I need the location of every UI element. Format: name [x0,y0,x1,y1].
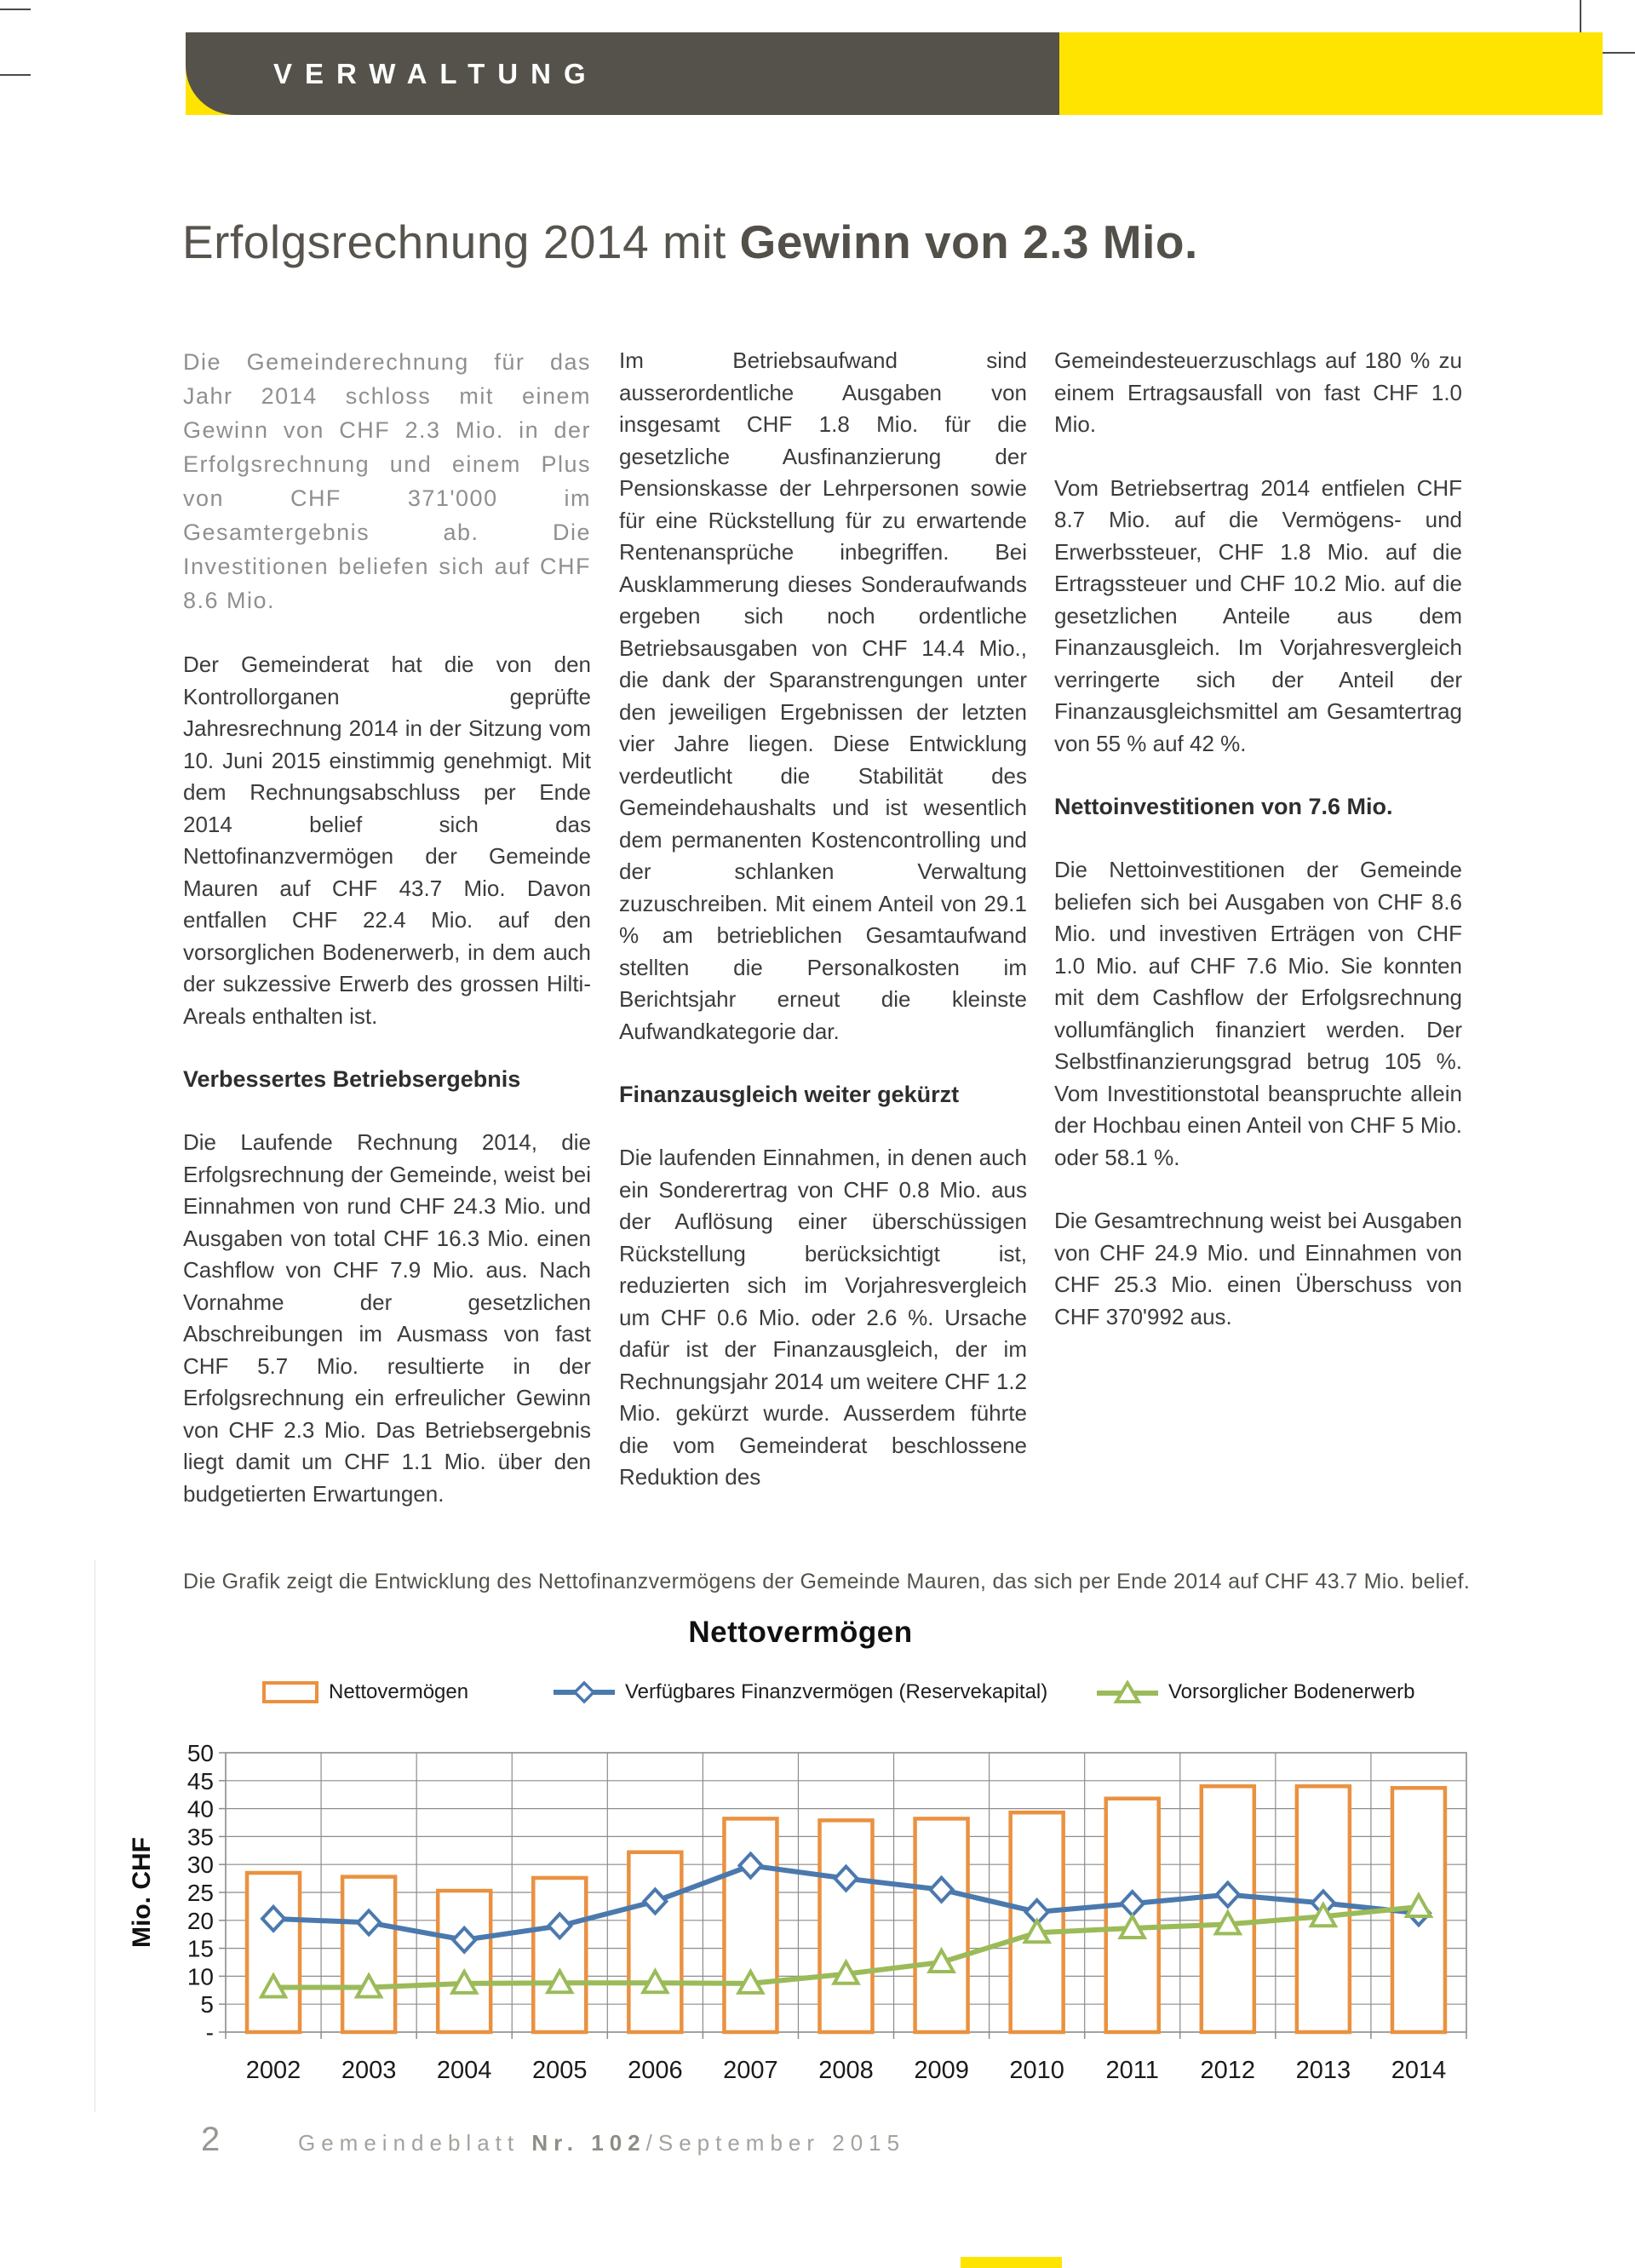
footer-publication-line [298,2130,905,2156]
bar-swatch-icon [262,1681,318,1703]
page-title-regular: Erfolgsrechnung 2014 mit [182,215,740,268]
svg-text:2005: 2005 [532,2057,588,2084]
paragraph: Die laufenden Einnahmen, in denen auch ein Sonderertrag von CHF 0.8 Mio. aus der Auflösung einer überschüssigen Rückstellung berücksichtigt ist, reduzierten sich im Vorjahresvergleich um CHF 0.6 Mio. oder 2.6 %. Ursache dafür ist der Finanzausgleich, der im Rechnungsjahr 2014 um weitere CHF 1.2 Mio. gekürzt wurde. Ausserdem führte die vom Gemeinderat beschlossene Reduktion des [619,1145,1027,1490]
svg-text:35: 35 [186,1823,214,1851]
chart-title: Nettovermögen [688,1616,913,1649]
svg-text:2009: 2009 [914,2057,969,2084]
svg-text:2014: 2014 [1391,2057,1447,2084]
section-banner-dark-tab [186,32,1059,115]
legend-label: Verfügbares Finanzvermögen (Reservekapital) [625,1680,1048,1703]
svg-text:15: 15 [186,1935,214,1962]
svg-text:2002: 2002 [245,2057,301,2084]
triangle-line-swatch-icon [1097,1680,1158,1704]
svg-text:30: 30 [186,1852,214,1879]
legend-item-bodenerwerb [1097,1680,1415,1704]
footer-date: /September 2015 [645,2130,906,2156]
footer-issue: Nr. 102 [531,2130,646,2156]
svg-text:45: 45 [186,1767,214,1794]
legend-item-nettovermoegen [262,1680,468,1704]
section-label: VERWALTUNG [273,57,599,89]
legend-label: Vorsorglicher Bodenerwerb [1168,1680,1415,1703]
paragraph: Gemeindesteuerzuschlags auf 180 % zu einem Ertragsausfall von fast CHF 1.0 Mio. [1054,347,1462,437]
svg-text:40: 40 [186,1795,214,1823]
paragraph: Der Gemeinderat hat die von den Kontrollorganen geprüfte Jahresrechnung 2014 in der Sitzung vom 10. Juni 2015 einstimmig genehmigt. Mit dem Rechnungsabschluss per Ende 2014 belief sich das Nettofinanzvermögen der Gemeinde Mauren auf CHF 43.7 Mio. Davon entfallen CHF 22.4 Mio. auf den vorsorglichen Bodenerwerb, in dem auch der sukzessive Erwerb des grossen Hilti-Areals enthalten ist. [183,652,591,1029]
legend-label: Nettovermögen [329,1680,469,1703]
crop-mark-top-right-horizontal [1598,52,1635,54]
svg-text:2007: 2007 [723,2057,778,2084]
text-column-3 [1054,345,1462,1364]
paragraph: Im Betriebsaufwand sind ausserordentliche Ausgaben von insgesamt CHF 1.8 Mio. für die gesetzliche Ausfinanzierung der Pensionskasse der Lehrpersonen sowie für eine Rückstellung für zu erwartende Rentenansprüche inbegriffen. Bei Ausklammerung dieses Sonderaufwands ergeben sich noch ordentliche Betriebsausgaben von CHF 14.4 Mio., die dank der Sparanstrengungen unter den jeweiligen Ergebnissen der letzten vier Jahre liegen. Diese Entwicklung verdeutlicht die Stabilität des Gemeindehaushalts und ist wesentlich dem permanenten Kostencontrolling und der schlanken Verwaltung zuzuschreiben. Mit einem Anteil von 29.1 % am betrieblichen Gesamtaufwand stellten die Personalkosten im Berichtsjahr erneut die kleinste Aufwandkategorie dar. [619,347,1027,1044]
paragraph: Die Gesamtrechnung weist bei Ausgaben von CHF 24.9 Mio. und Einnahmen von CHF 25.3 Mio. einen Überschuss von CHF 370'992 aus. [1054,1208,1462,1329]
svg-text:25: 25 [186,1880,214,1906]
svg-text:2003: 2003 [341,2057,397,2084]
lead-paragraph: Die Gemeinderechnung für das Jahr 2014 schloss mit einem Gewinn von CHF 2.3 Mio. in der Erfolgsrechnung und einem Plus von CHF 371'000 im Gesamtergebnis ab. Die Investitionen beliefen sich auf CHF 8.6 Mio. [183,349,591,613]
svg-text:-: - [205,2019,214,2046]
crop-mark-top-left-1 [0,9,31,10]
subheading-finanzausgleich: Finanzausgleich weiter gekürzt [619,1082,960,1107]
chart-caption: Die Grafik zeigt die Entwicklung des Nettofinanzvermögens der Gemeinde Mauren, das sich per Ende 2014 auf CHF 43.7 Mio. belief. [183,1570,1471,1593]
paragraph: Die Laufende Rechnung 2014, die Erfolgsrechnung der Gemeinde, weist bei Einnahmen von rund CHF 24.3 Mio. und Ausgaben von total CHF 16.3 Mio. einen Cashflow von CHF 7.9 Mio. aus. Nach Vornahme der gesetzlichen Abschreibungen im Ausmass von fast CHF 5.7 Mio. resultierte in der Erfolgsrechnung ein erfreulicher Gewinn von CHF 2.3 Mio. Das Betriebsergebnis liegt damit um CHF 1.1 Mio. über den budgetierten Erwartungen. [183,1129,591,1507]
diamond-line-swatch-icon [554,1680,615,1704]
svg-text:10: 10 [186,1963,214,1990]
svg-text:5: 5 [200,1991,214,2018]
svg-text:2006: 2006 [628,2057,683,2084]
svg-text:2013: 2013 [1295,2057,1351,2084]
paragraph: Vom Betriebsertrag 2014 entfielen CHF 8.7 Mio. auf die Vermögens- und Erwerbssteuer, CHF 1.8 Mio. auf die Ertragssteuer und CHF 10.2 Mio. auf die gesetzlichen Anteile aus dem Finanzausgleich. Im Vorjahresvergleich verringerte sich der Anteil der Finanzausgleichsmittel am Gesamtertrag von 55 % auf 42 %. [1054,474,1462,756]
chart-plot-area [94,1716,1507,2110]
paragraph: Die Nettoinvestitionen der Gemeinde beliefen sich bei Ausgaben von CHF 8.6 Mio. und investiven Erträgen von CHF 1.0 Mio. auf CHF 7.6 Mio. Sie konnten mit dem Cashflow der Erfolgsrechnung vollumfänglich finanziert werden. Der Selbstfinanzierungsgrad betrug 105 %. Vom Investitionstotal beanspruchte allein der Hochbau einen Anteil von CHF 5 Mio. oder 58.1 %. [1054,857,1462,1170]
nettovermoegen-chart [94,1605,1507,2110]
text-column-1 [183,345,591,1542]
svg-text:2008: 2008 [818,2057,874,2084]
subheading-verbessertes-betriebsergebnis: Verbessertes Betriebsergebnis [183,1066,521,1092]
crop-mark-top-left-2 [0,74,31,76]
svg-text:2012: 2012 [1200,2057,1256,2084]
svg-text:2004: 2004 [436,2057,492,2084]
bottom-yellow-strip [961,2257,1062,2268]
legend-item-finanzvermoegen [554,1680,1047,1704]
subheading-nettoinvestitionen: Nettoinvestitionen von 7.6 Mio. [1054,794,1393,819]
svg-text:50: 50 [186,1740,214,1766]
page-title [182,215,1545,269]
footer-publication: Gemeindeblatt [298,2130,532,2156]
svg-text:2011: 2011 [1105,2057,1159,2084]
page-number: 2 [201,2121,221,2158]
svg-text:Mio. CHF: Mio. CHF [128,1837,156,1948]
svg-text:20: 20 [186,1907,214,1934]
svg-text:2010: 2010 [1009,2057,1064,2084]
text-column-2 [619,345,1027,1525]
section-banner [186,32,1603,115]
page-title-bold: Gewinn von 2.3 Mio. [739,215,1198,268]
